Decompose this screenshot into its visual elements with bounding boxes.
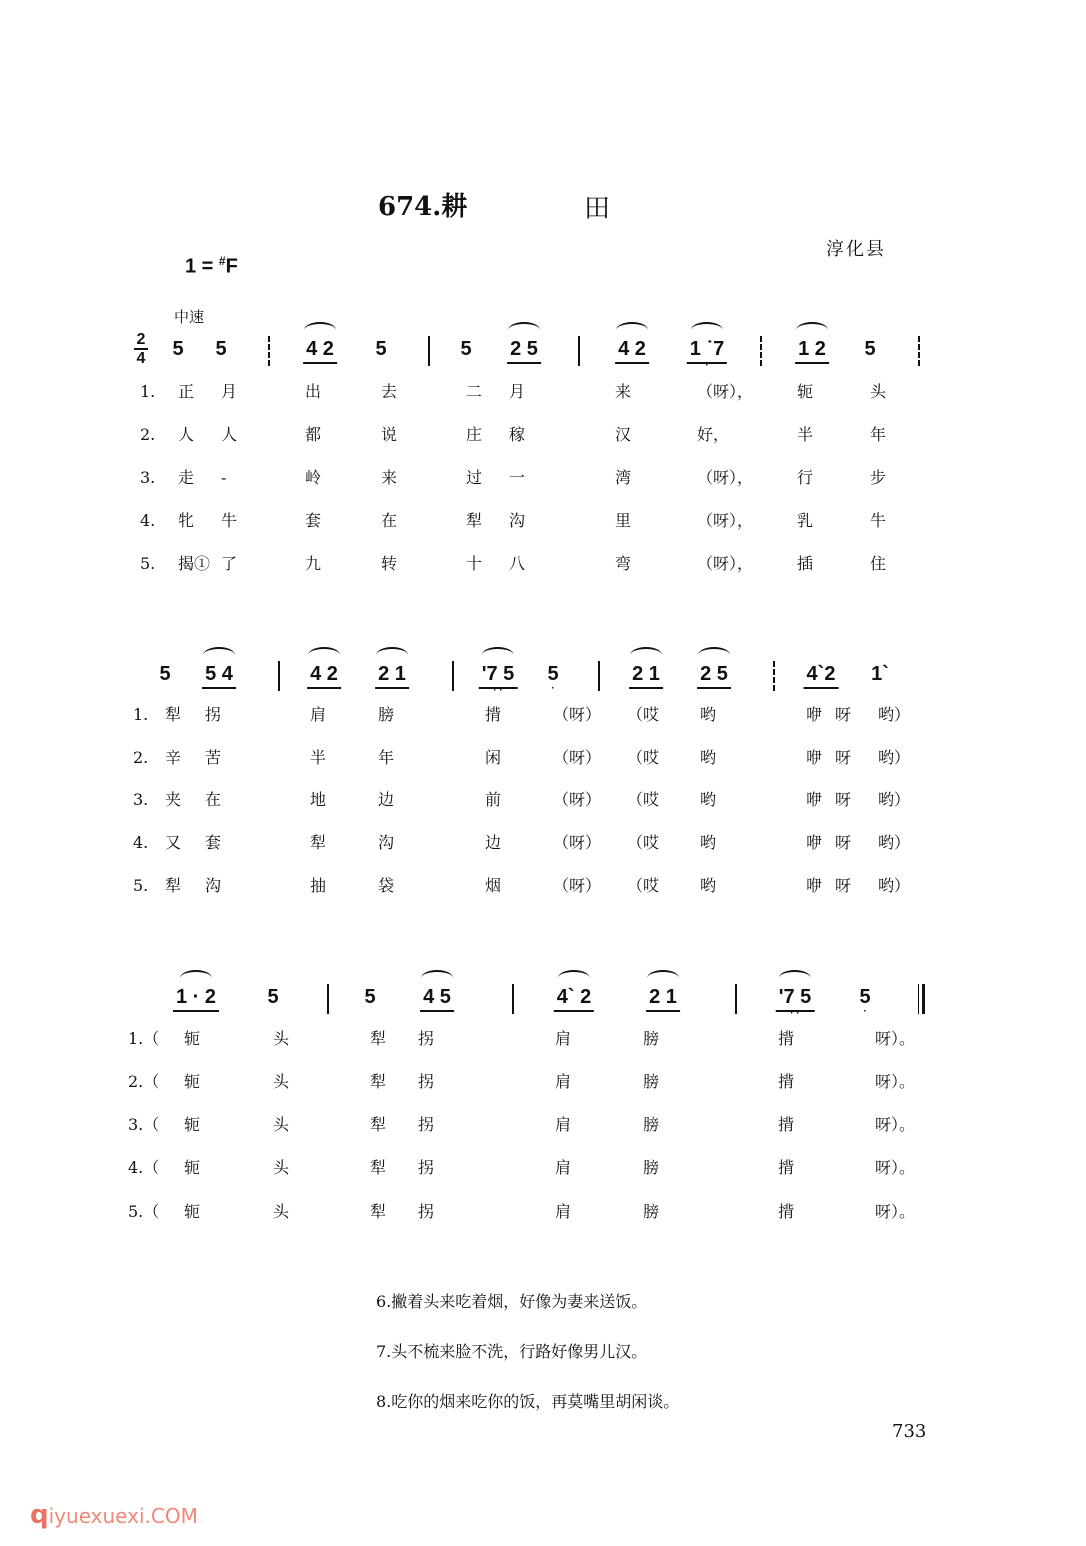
lyric-syllable: 揹: [778, 1202, 795, 1221]
note-text: 5: [460, 338, 472, 360]
source-region: 淳化县: [826, 239, 886, 260]
slur-mark: [376, 647, 408, 663]
lyric-syllable: 来: [381, 468, 398, 487]
verse-number: 3.: [140, 468, 156, 487]
low-octave-dot: · ·: [493, 685, 503, 696]
lyric-syllable: 犁: [370, 1115, 387, 1134]
lyric-syllable: 哟: [700, 833, 717, 852]
verse-number: 3.（: [128, 1115, 160, 1134]
watermark-q: q: [30, 1500, 49, 1530]
barline: [268, 336, 270, 366]
lyric-syllable: （呀）: [553, 790, 602, 809]
note-text: 1`: [871, 663, 889, 685]
lyric-syllable: 呀）。: [875, 1115, 916, 1134]
note-text: 4 2: [306, 338, 334, 360]
lyric-syllable: 走: [178, 468, 195, 487]
note-text: 5: [172, 338, 184, 360]
note-text: 4 5: [423, 986, 451, 1008]
verse-number: 3.: [133, 790, 149, 809]
slur-mark: [698, 647, 730, 663]
note-text: 2 5: [700, 663, 728, 685]
lyric-syllable: 拐: [418, 1029, 435, 1048]
lyric-syllable: 呀: [835, 790, 852, 809]
lyric-syllable: 庄: [466, 425, 483, 444]
low-octave-dot: · ·: [790, 1008, 800, 1019]
verse-number: 4.（: [128, 1158, 160, 1177]
lyric-syllable: 哟）: [878, 748, 911, 767]
lyric-syllable: 转: [381, 554, 398, 573]
lyric-syllable: 咿: [806, 705, 823, 724]
barline: [773, 661, 775, 691]
verse-8: 8.吃你的烟来吃你的饭，再莫嘴里胡闲谈。: [376, 1392, 680, 1411]
lyric-syllable: 苦: [205, 748, 222, 767]
lyric-syllable: 犁: [370, 1072, 387, 1091]
note-text: 1 2: [798, 338, 826, 360]
lyric-syllable: 拐: [418, 1158, 435, 1177]
lyric-syllable: 犁: [310, 833, 327, 852]
lyric-syllable: 咿: [806, 833, 823, 852]
lyric-syllable: （呀）: [553, 748, 602, 767]
verse-number: 4.: [133, 833, 149, 852]
slur-mark: [558, 970, 590, 986]
note-group: [697, 663, 731, 689]
note-group: [871, 663, 889, 685]
lyric-syllable: 轭: [184, 1072, 201, 1091]
lyric-syllable: 膀: [643, 1115, 660, 1134]
lyric-syllable: 年: [378, 748, 395, 767]
note-text: 5: [547, 663, 559, 685]
note-text: 5: [159, 663, 171, 685]
note-group: [215, 338, 226, 360]
lyric-syllable: 沟: [205, 876, 222, 895]
lyric-syllable: （呀）: [553, 833, 602, 852]
slur-mark: [630, 647, 662, 663]
time-signature: [132, 331, 150, 367]
note-text: 2 1: [632, 663, 660, 685]
watermark-logo: [30, 1500, 198, 1530]
note-group: [202, 663, 236, 689]
lyric-syllable: 揭①: [178, 554, 211, 573]
verse-number: 2.（: [128, 1072, 160, 1091]
note-group: [646, 986, 680, 1012]
lyric-syllable: 呀）。: [875, 1202, 916, 1221]
lyric-syllable: 呀）。: [875, 1072, 916, 1091]
lyric-syllable: 哟）: [878, 705, 911, 724]
lyric-syllable: 呀: [835, 833, 852, 852]
note-group: [547, 663, 559, 694]
lyric-syllable: 九: [305, 554, 322, 573]
lyric-syllable: 半: [797, 425, 814, 444]
sharp-sign: #: [218, 254, 226, 268]
lyric-syllable: 月: [509, 382, 526, 401]
note-text: 4`2: [806, 663, 836, 685]
note-group: [375, 663, 409, 689]
lyric-syllable: 咿: [806, 876, 823, 895]
lyric-syllable: 烟: [485, 876, 502, 895]
lyric-syllable: 头: [273, 1202, 290, 1221]
song-number: 674.: [378, 192, 442, 222]
lyric-syllable: 去: [381, 382, 398, 401]
note-text: 4 2: [310, 663, 338, 685]
lyric-syllable: （呀）: [553, 705, 602, 724]
verse-7: 7.头不梳来脸不洗，行路好像男儿汉。: [376, 1342, 648, 1361]
lyric-syllable: 头: [273, 1072, 290, 1091]
lyric-syllable: （哎: [627, 833, 660, 852]
low-octave-dot: ·: [705, 360, 709, 371]
verse-number: 5.（: [128, 1202, 160, 1221]
lyric-syllable: 揹: [485, 705, 502, 724]
slur-mark: [421, 970, 453, 986]
lyric-syllable: 犁: [466, 511, 483, 530]
lyric-syllable: 肩: [310, 705, 327, 724]
lyric-syllable: 呀）。: [875, 1158, 916, 1177]
lyric-syllable: 里: [615, 511, 632, 530]
lyric-syllable: 夹: [165, 790, 182, 809]
lyric-syllable: 八: [509, 554, 526, 573]
lyric-syllable: 呀: [835, 876, 852, 895]
lyric-syllable: 在: [381, 511, 398, 530]
lyric-syllable: 套: [205, 833, 222, 852]
lyric-syllable: 牝: [178, 511, 195, 530]
lyric-syllable: （呀），: [697, 511, 754, 530]
note-text: 5: [859, 986, 871, 1008]
lyric-syllable: 揹: [778, 1072, 795, 1091]
barline: [278, 661, 280, 691]
barline: [578, 336, 580, 366]
lyric-syllable: 哟: [700, 748, 717, 767]
note-text: 5: [375, 338, 387, 360]
slur-mark: [203, 647, 235, 663]
lyric-syllable: 套: [305, 511, 322, 530]
note-group: [554, 986, 594, 1012]
lyric-syllable: 沟: [509, 511, 526, 530]
lyric-syllable: 来: [615, 382, 632, 401]
note-group: [267, 986, 278, 1008]
lyric-syllable: 拐: [418, 1115, 435, 1134]
final-barline: [918, 984, 925, 1014]
slur-mark: [616, 322, 648, 338]
slur-mark: [308, 647, 340, 663]
lyric-syllable: 地: [310, 790, 327, 809]
note-group: [479, 663, 518, 696]
verse-number: 5.: [140, 554, 156, 573]
lyric-syllable: 抽: [310, 876, 327, 895]
time-sig-bottom: 4: [136, 350, 146, 367]
note-group: [172, 338, 183, 360]
barline: [452, 661, 454, 691]
lyric-syllable: 头: [870, 382, 887, 401]
barline: [735, 984, 737, 1014]
slur-mark: [482, 647, 514, 663]
lyric-syllable: 湾: [615, 468, 632, 487]
title-char-1: 耕: [441, 192, 468, 222]
lyric-syllable: 都: [305, 425, 322, 444]
lyric-syllable: （呀），: [697, 554, 754, 573]
note-text: '7 5: [778, 986, 812, 1008]
lyric-syllable: 轭: [184, 1029, 201, 1048]
lyric-syllable: 边: [378, 790, 395, 809]
lyric-syllable: 人: [221, 425, 238, 444]
lyric-syllable: 呀: [835, 705, 852, 724]
lyric-syllable: 牛: [221, 511, 238, 530]
barline: [760, 336, 762, 366]
barline: [918, 336, 920, 366]
lyric-syllable: 膀: [643, 1202, 660, 1221]
note-text: 5: [267, 986, 279, 1008]
note-text: 5: [215, 338, 227, 360]
lyric-syllable: 弯: [615, 554, 632, 573]
note-group: [460, 338, 471, 360]
lyric-syllable: 稼: [509, 425, 526, 444]
note-group: [859, 986, 871, 1017]
lyric-syllable: 膀: [643, 1029, 660, 1048]
lyric-syllable: 呀）。: [875, 1029, 916, 1048]
lyric-syllable: 咿: [806, 790, 823, 809]
lyric-syllable: 前: [485, 790, 502, 809]
lyric-syllable: 轭: [184, 1202, 201, 1221]
title-char-2: 田: [584, 194, 611, 224]
slur-mark: [691, 322, 723, 338]
lyric-syllable: 哟）: [878, 876, 911, 895]
note-group: [303, 338, 337, 364]
lyric-syllable: 又: [165, 833, 182, 852]
lyric-syllable: 犁: [370, 1158, 387, 1177]
lyric-syllable: 人: [178, 425, 195, 444]
lyric-syllable: 月: [221, 382, 238, 401]
note-group: [629, 663, 663, 689]
lyric-syllable: 膀: [378, 705, 395, 724]
lyric-syllable: 二: [466, 382, 483, 401]
lyric-syllable: 住: [870, 554, 887, 573]
lyric-syllable: 犁: [165, 705, 182, 724]
lyric-syllable: 沟: [378, 833, 395, 852]
lyric-syllable: 犁: [370, 1202, 387, 1221]
note-text: 1 · 2: [175, 986, 217, 1008]
lyric-syllable: 拐: [418, 1072, 435, 1091]
verse-number: 5.: [133, 876, 149, 895]
lyric-syllable: 年: [870, 425, 887, 444]
lyric-syllable: 辛: [165, 748, 182, 767]
slur-mark: [304, 322, 336, 338]
lyric-syllable: 好，: [697, 425, 730, 444]
lyric-syllable: 轭: [797, 382, 814, 401]
lyric-syllable: 拐: [418, 1202, 435, 1221]
lyric-syllable: 头: [273, 1158, 290, 1177]
lyric-syllable: 哟: [700, 790, 717, 809]
lyric-syllable: 头: [273, 1029, 290, 1048]
lyric-syllable: 闲: [485, 748, 502, 767]
lyric-syllable: 正: [178, 382, 195, 401]
lyric-syllable: 哟）: [878, 790, 911, 809]
song-title: [378, 186, 467, 223]
verse-number: 1.: [140, 382, 156, 401]
verse-number: 4.: [140, 511, 156, 530]
verse-number: 2.: [140, 425, 156, 444]
note-group: [375, 338, 386, 360]
lyric-syllable: 在: [205, 790, 222, 809]
lyric-syllable: 肩: [555, 1158, 572, 1177]
note-text: 2 5: [510, 338, 538, 360]
lyric-syllable: 牛: [870, 511, 887, 530]
lyric-syllable: 汉: [615, 425, 632, 444]
lyric-syllable: 插: [797, 554, 814, 573]
lyric-syllable: 呀: [835, 748, 852, 767]
lyric-syllable: （哎: [627, 790, 660, 809]
lyric-syllable: 揹: [778, 1158, 795, 1177]
note-text: 5: [864, 338, 876, 360]
barline: [598, 661, 600, 691]
low-octave-dot: ·: [863, 1006, 867, 1017]
page-number: 733: [892, 1421, 927, 1442]
time-sig-top: 2: [136, 331, 146, 348]
lyric-syllable: 十: [466, 554, 483, 573]
note-group: [795, 338, 829, 364]
lyric-syllable: 一: [509, 468, 526, 487]
key-prefix: 1 =: [185, 255, 214, 278]
lyric-syllable: 头: [273, 1115, 290, 1134]
lyric-syllable: 步: [870, 468, 887, 487]
lyric-syllable: 犁: [370, 1029, 387, 1048]
note-group: [507, 338, 541, 364]
note-text: 5 4: [205, 663, 233, 685]
lyric-syllable: 出: [305, 382, 322, 401]
lyric-syllable: 肩: [555, 1115, 572, 1134]
barline: [428, 336, 430, 366]
note-group: [864, 338, 875, 360]
lyric-syllable: 边: [485, 833, 502, 852]
note-group: [307, 663, 341, 689]
lyric-syllable: 岭: [305, 468, 322, 487]
verse-6: 6.撇着头来吃着烟，好像为妻来送饭。: [376, 1292, 648, 1311]
lyric-syllable: 膀: [643, 1072, 660, 1091]
note-text: 4 2: [618, 338, 646, 360]
verse-number: 1.（: [128, 1029, 160, 1048]
lyric-syllable: 肩: [555, 1029, 572, 1048]
key-signature: [185, 254, 238, 279]
lyric-syllable: -: [221, 468, 227, 487]
lyric-syllable: 拐: [205, 705, 222, 724]
lyric-syllable: 揹: [778, 1029, 795, 1048]
note-group: [804, 663, 839, 689]
lyric-syllable: 犁: [165, 876, 182, 895]
note-text: 1 ˙7: [689, 338, 725, 360]
note-text: 2 1: [378, 663, 406, 685]
lyric-syllable: （呀），: [697, 382, 754, 401]
slur-mark: [779, 970, 811, 986]
lyric-syllable: （哎: [627, 705, 660, 724]
note-group: [615, 338, 649, 364]
lyric-syllable: 说: [381, 425, 398, 444]
tempo-marking: 中速: [174, 308, 205, 326]
lyric-syllable: （呀）: [553, 876, 602, 895]
lyric-syllable: 肩: [555, 1202, 572, 1221]
note-text: '7 5: [481, 663, 515, 685]
note-text: 2 1: [649, 986, 677, 1008]
lyric-syllable: 行: [797, 468, 814, 487]
lyric-syllable: 过: [466, 468, 483, 487]
lyric-syllable: 咿: [806, 748, 823, 767]
note-text: 4` 2: [556, 986, 592, 1008]
key-note: F: [225, 255, 238, 278]
note-group: [776, 986, 815, 1019]
lyric-syllable: 袋: [378, 876, 395, 895]
lyric-syllable: 肩: [555, 1072, 572, 1091]
lyric-syllable: 轭: [184, 1115, 201, 1134]
slur-mark: [647, 970, 679, 986]
slur-mark: [508, 322, 540, 338]
lyric-syllable: 膀: [643, 1158, 660, 1177]
verse-number: 2.: [133, 748, 149, 767]
lyric-syllable: 哟: [700, 876, 717, 895]
lyric-syllable: 轭: [184, 1158, 201, 1177]
lyric-syllable: 半: [310, 748, 327, 767]
lyric-syllable: 揹: [778, 1115, 795, 1134]
barline: [512, 984, 514, 1014]
barline: [327, 984, 329, 1014]
watermark-text: iyuexuexi.COM: [48, 1504, 198, 1528]
note-group: [420, 986, 454, 1012]
note-group: [687, 338, 727, 371]
note-group: [159, 663, 170, 685]
lyric-syllable: 哟: [700, 705, 717, 724]
low-octave-dot: ·: [551, 683, 555, 694]
lyric-syllable: 乳: [797, 511, 814, 530]
lyric-syllable: 了: [221, 554, 238, 573]
lyric-syllable: （哎: [627, 748, 660, 767]
lyric-syllable: （呀），: [697, 468, 754, 487]
slur-mark: [180, 970, 212, 986]
note-text: 5: [364, 986, 376, 1008]
lyric-syllable: 哟）: [878, 833, 911, 852]
note-group: [364, 986, 375, 1008]
verse-number: 1.: [133, 705, 149, 724]
slur-mark: [796, 322, 828, 338]
note-group: [173, 986, 219, 1012]
lyric-syllable: （哎: [627, 876, 660, 895]
